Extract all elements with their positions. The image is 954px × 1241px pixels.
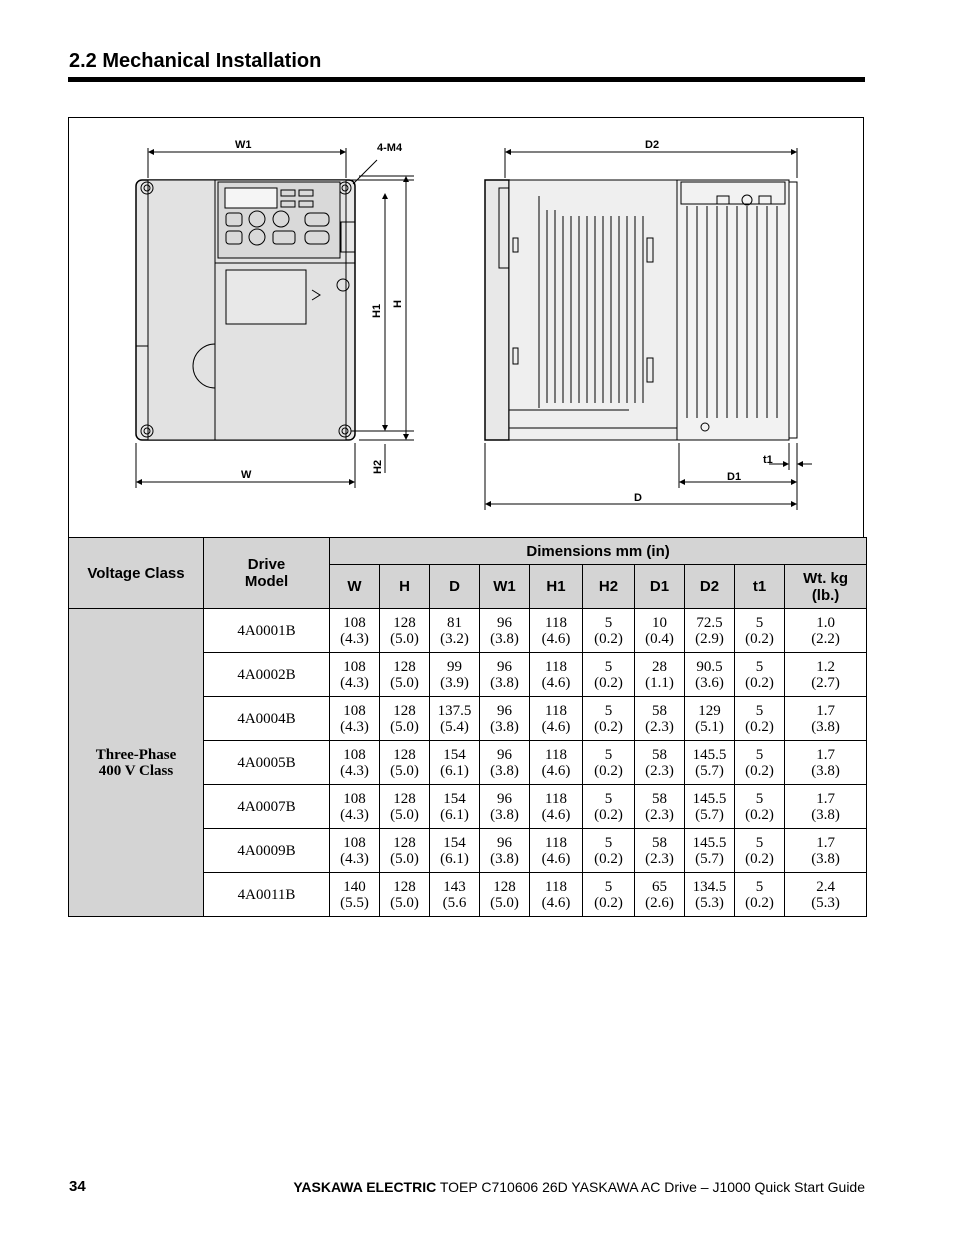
drive-model-cell: 4A0004B bbox=[204, 697, 330, 741]
dimension-cell: 1.0 (2.2) bbox=[785, 609, 867, 653]
dimension-cell: 1.7 (3.8) bbox=[785, 697, 867, 741]
header-col: D2 bbox=[685, 565, 735, 609]
dimension-cell: 118 (4.6) bbox=[530, 741, 583, 785]
header-col: H1 bbox=[530, 565, 583, 609]
drive-model-cell: 4A0001B bbox=[204, 609, 330, 653]
dimension-cell: 118 (4.6) bbox=[530, 873, 583, 917]
dimension-cell: 118 (4.6) bbox=[530, 785, 583, 829]
dimension-cell: 137.5 (5.4) bbox=[430, 697, 480, 741]
dimension-cell: 128 (5.0) bbox=[380, 653, 430, 697]
dimension-cell: 154 (6.1) bbox=[430, 741, 480, 785]
dimension-cell: 99 (3.9) bbox=[430, 653, 480, 697]
dimension-cell: 1.2 (2.7) bbox=[785, 653, 867, 697]
dimension-cell: 128 (5.0) bbox=[380, 829, 430, 873]
dimension-cell: 1.7 (3.8) bbox=[785, 829, 867, 873]
dimension-cell: 128 (5.0) bbox=[380, 873, 430, 917]
header-col: H bbox=[380, 565, 430, 609]
dimension-cell: 5 (0.2) bbox=[583, 873, 635, 917]
dimension-cell: 140 (5.5) bbox=[330, 873, 380, 917]
dimension-cell: 108 (4.3) bbox=[330, 785, 380, 829]
dimension-cell: 108 (4.3) bbox=[330, 653, 380, 697]
dimension-cell: 58 (2.3) bbox=[635, 785, 685, 829]
dimension-cell: 96 (3.8) bbox=[480, 609, 530, 653]
dimension-cell: 128 (5.0) bbox=[480, 873, 530, 917]
header-col: t1 bbox=[735, 565, 785, 609]
label-h: H bbox=[392, 300, 404, 308]
side-view bbox=[485, 180, 797, 440]
dimension-cell: 108 (4.3) bbox=[330, 829, 380, 873]
dimension-cell: 65 (2.6) bbox=[635, 873, 685, 917]
dimension-cell: 143 (5.6 bbox=[430, 873, 480, 917]
voltage-class-cell: Three-Phase 400 V Class bbox=[69, 609, 204, 917]
label-t1: t1 bbox=[763, 454, 773, 466]
drive-drawing bbox=[69, 118, 865, 538]
dimension-cell: 72.5 (2.9) bbox=[685, 609, 735, 653]
label-h2: H2 bbox=[372, 459, 384, 474]
dimension-cell: 5 (0.2) bbox=[735, 785, 785, 829]
dimension-cell: 81 (3.2) bbox=[430, 609, 480, 653]
dimension-cell: 58 (2.3) bbox=[635, 741, 685, 785]
dimension-cell: 96 (3.8) bbox=[480, 829, 530, 873]
header-col: W bbox=[330, 565, 380, 609]
dimension-cell: 5 (0.2) bbox=[735, 609, 785, 653]
dimensions-table bbox=[68, 537, 867, 917]
dimension-cell: 5 (0.2) bbox=[735, 653, 785, 697]
dimension-cell: 1.7 (3.8) bbox=[785, 785, 867, 829]
header-col: W1 bbox=[480, 565, 530, 609]
header-col: D bbox=[430, 565, 480, 609]
dimension-cell: 128 (5.0) bbox=[380, 609, 430, 653]
label-w1: W1 bbox=[235, 139, 252, 151]
dimension-cell: 5 (0.2) bbox=[583, 609, 635, 653]
dimension-cell: 5 (0.2) bbox=[735, 873, 785, 917]
dimension-cell: 10 (0.4) bbox=[635, 609, 685, 653]
dimension-cell: 128 (5.0) bbox=[380, 741, 430, 785]
dimension-cell: 118 (4.6) bbox=[530, 653, 583, 697]
dimension-cell: 5 (0.2) bbox=[735, 741, 785, 785]
dimension-cell: 96 (3.8) bbox=[480, 697, 530, 741]
dimension-cell: 58 (2.3) bbox=[635, 697, 685, 741]
dimension-cell: 5 (0.2) bbox=[583, 653, 635, 697]
dimension-cell: 118 (4.6) bbox=[530, 829, 583, 873]
front-view bbox=[136, 180, 355, 440]
drive-model-cell: 4A0007B bbox=[204, 785, 330, 829]
dimension-cell: 154 (6.1) bbox=[430, 829, 480, 873]
dimension-cell: 5 (0.2) bbox=[583, 697, 635, 741]
dimension-cell: 154 (6.1) bbox=[430, 785, 480, 829]
dimension-cell: 145.5 (5.7) bbox=[685, 785, 735, 829]
dimension-cell: 5 (0.2) bbox=[735, 697, 785, 741]
header-voltage-class: Voltage Class bbox=[69, 538, 204, 609]
label-4-m4: 4-M4 bbox=[377, 142, 403, 154]
dimension-cell: 128 (5.0) bbox=[380, 697, 430, 741]
dimension-cell: 58 (2.3) bbox=[635, 829, 685, 873]
header-col: D1 bbox=[635, 565, 685, 609]
label-d2: D2 bbox=[645, 139, 660, 151]
drive-model-cell: 4A0011B bbox=[204, 873, 330, 917]
dimension-cell: 96 (3.8) bbox=[480, 741, 530, 785]
dimension-cell: 145.5 (5.7) bbox=[685, 829, 735, 873]
page-number: 34 bbox=[69, 1178, 86, 1195]
dimension-figure bbox=[68, 117, 864, 537]
dimension-cell: 108 (4.3) bbox=[330, 697, 380, 741]
dimension-cell: 118 (4.6) bbox=[530, 697, 583, 741]
dimension-cell: 5 (0.2) bbox=[735, 829, 785, 873]
header-col: H2 bbox=[583, 565, 635, 609]
table-row bbox=[69, 609, 867, 653]
dimension-cell: 129 (5.1) bbox=[685, 697, 735, 741]
dimension-cell: 5 (0.2) bbox=[583, 829, 635, 873]
dimension-cell: 108 (4.3) bbox=[330, 741, 380, 785]
dimension-cell: 118 (4.6) bbox=[530, 609, 583, 653]
section-title: 2.2 Mechanical Installation bbox=[69, 50, 322, 72]
dimension-cell: 134.5 (5.3) bbox=[685, 873, 735, 917]
label-h1: H1 bbox=[371, 303, 383, 318]
dimension-cell: 5 (0.2) bbox=[583, 785, 635, 829]
header-drive-model: Drive Model bbox=[204, 538, 330, 609]
header-weight: Wt. kg (lb.) bbox=[785, 565, 867, 609]
dimension-cell: 5 (0.2) bbox=[583, 741, 635, 785]
drive-model-cell: 4A0002B bbox=[204, 653, 330, 697]
dimension-cell: 128 (5.0) bbox=[380, 785, 430, 829]
footer-doc-info: YASKAWA ELECTRIC TOEP C710606 26D YASKAWA AC Drive – J1000 Quick Start Guide bbox=[293, 1179, 865, 1195]
drive-model-cell: 4A0009B bbox=[204, 829, 330, 873]
table-body bbox=[69, 609, 867, 917]
header-dimensions: Dimensions mm (in) bbox=[330, 538, 867, 565]
dimension-cell: 96 (3.8) bbox=[480, 653, 530, 697]
dimension-cell: 1.7 (3.8) bbox=[785, 741, 867, 785]
drive-model-cell: 4A0005B bbox=[204, 741, 330, 785]
dimension-cell: 108 (4.3) bbox=[330, 609, 380, 653]
dimension-cell: 28 (1.1) bbox=[635, 653, 685, 697]
label-w: W bbox=[241, 469, 252, 481]
dimension-cell: 90.5 (3.6) bbox=[685, 653, 735, 697]
title-rule bbox=[68, 77, 865, 82]
label-d: D bbox=[634, 492, 642, 504]
label-d1: D1 bbox=[727, 471, 742, 483]
dimension-cell: 145.5 (5.7) bbox=[685, 741, 735, 785]
dimension-cell: 96 (3.8) bbox=[480, 785, 530, 829]
dimension-cell: 2.4 (5.3) bbox=[785, 873, 867, 917]
